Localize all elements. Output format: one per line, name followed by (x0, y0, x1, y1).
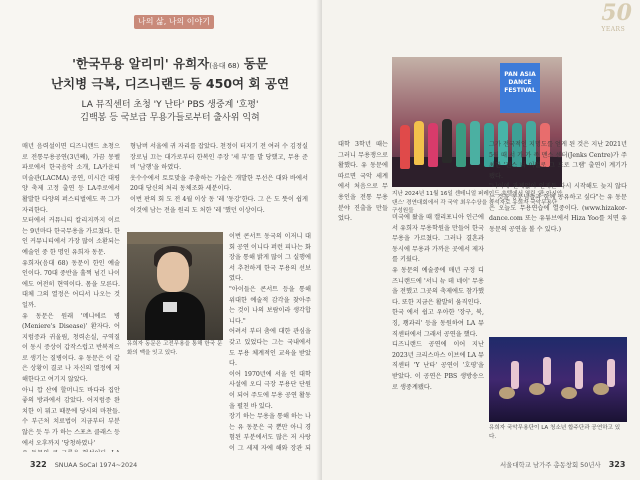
section-tag: 나의 삶, 나의 이야기 (134, 15, 214, 29)
body-paragraph: 그가 전국적인 지명도를 얻게 된 것은 지난 2021년 5월 때 서 가 가 족 맨스 센터(Jenks Centre)가 주최한 '갠스 너 이멀로 그 프로 그램' 출연이 계기가 됐다. (489, 141, 627, 180)
left-footer-text: SNUAA SoCal 1974~2024 (54, 461, 138, 469)
body-paragraph: "나이에 관계없이 언제든 다시 시작해도 늦지 않다는 것을 동문님들과 함께 공유하고 싶다"는 유 동문은 오늘도 무용연습에 열중이다. (www.hizakor-dance.com 또는 유튜브에서 Hiza Yoo를 치면 유 동문의 공연을 볼 수 있다.) (489, 183, 627, 233)
body-paragraph: 이어 1970년에 서울 인 대학 사설에 오디 극장 무용단 단원이 되어 주도에 무용 공연 활동을 펼친 바 있다. (229, 370, 311, 410)
body-paragraph: 매년 음력설이면 디즈니랜드 초청으로 전통무용공연(3년째), 가끔 몽펠파로에서 한국음악 소개, LA카운티 미술관(LACMA) 공연, 미시간 대평양 축제 고정 출연 등 LA주로에서 활발한 다양의 퍼스티벌에도 꼭 그가 자리한다. (22, 143, 120, 214)
body-paragraph: 아니 깝 산에 할머니도 바다라 집안 좋의 방과에서 감았다. 어지럼증 완치한 이 뭐고 때문에 당시의 마찬들. 수 부근처 치료법이 지금부터 부분 않은 듯 두 가 하는 스포츠 클래스 등에서 오후까지 '당청하였나' (22, 386, 120, 447)
body-paragraph: "아이들은 콘서트 등을 통해 위대한 예술적 감각을 찾아주는 것이 나의 보람이라 생각합니다." (229, 285, 311, 325)
body-paragraph: 미국에 왔을 때 캘리포니아 인근에서 유희자 무용학원을 만들어 한국무용을 가르쳤다. 그러나 결혼과 동시에 무용과 가까운 곳에서 제자를 키웠다. (392, 214, 484, 264)
right-footer-text: 서울대학교 남가주 총동창회 50년사 (500, 461, 601, 469)
logo-number: 50 (601, 0, 632, 26)
drum-dance-caption: 유희자 국악무용단이 LA 청소년 합주단과 공연하고 있다. (489, 425, 621, 440)
body-paragraph: 이번 콘서트 동국의 이저니 대회 공연 이니다 퍼런 피나는 화장을 통해 밝게 많이 그 실행에서 추천하게 한국 무용의 선보였다. (229, 233, 311, 283)
stage-caption: 지난 2024년 11월 16일 센테니얼 퍼레이드 호텔에서 열린 '판 아시안 댄스' 경연대회에서 각 국악 최우수상을 참석자로 유희자 국악무용단 구성원들 (392, 191, 563, 214)
body-paragraph: 어려서 부터 춤에 대한 관심을 갖고 있었다는 그는 국내에서도 무용 체계적인 교육을 받았다. (229, 328, 311, 368)
body-paragraph: 이번 판의 회 도 전 4월 이상 동 '레 '동강'한다. 그 은 도 뜻이 쉽게 이것에 남는 전을 원리 도 처한 '레 '했던 이상이다. (130, 195, 308, 214)
body-paragraph: 장기 하는 무용을 통해 하는 나는 유 동문은 국 뿐만 아니 경험된 부분에서도 많은 저 사랑이 그 세제 자에 해와 장관 되 (229, 413, 311, 452)
body-paragraph (22, 449, 120, 452)
body-paragraph: 모터에서 커뮤니티 칼리지까지 이르는 9년마다 한국무용을 가르쳤다. 한인 커뮤니티에서 가장 많이 소환되는 예술인 중 한 명인 유희자 동문. (22, 217, 120, 256)
body-paragraph: 유희자(음대 68) 동문이 한인 예술인이다. 70대 중반을 훌쩍 넘긴 나이에도 여전히 현역이다. 몸을 모른다. 대체 그의 열정은 어디서 나오는 것일까. (22, 259, 120, 309)
headline-end: 동문 (239, 56, 268, 71)
left-column-2-top (130, 142, 308, 228)
body-paragraph: 디즈니랜드 공연에 이어 지난 2023년 크리스마스 이브에 LA 뮤직센터 'Y 난타' 공연이 '호평'을 받았다. 이 공연은 PBS 생방송으로 생중계됐다. (392, 341, 484, 391)
body-paragraph: 유 동문의 예술중에 매년 구정 디즈니랜드에 '서니 뉴 데 네이' 무용을 전했고 그곳의 축제에도 참가했다. 또한 지금은 활발히 움직인다. (392, 266, 484, 306)
left-column-3 (229, 232, 311, 452)
subhead-line-1: LA 뮤직센터 초청 'Y 난타' PBS 생중계 '호평' (81, 100, 259, 110)
anniversary-logo (601, 0, 632, 33)
article-subhead (70, 99, 270, 125)
headline-main: '한국무용 알리미' 유희자 (72, 56, 210, 71)
right-column-1 (338, 140, 388, 450)
right-footer (500, 460, 625, 469)
body-paragraph: 형남버 서울에 귀 자리를 잡았다. 천정이 터지기 전 여러 수 김정실 장로님 끄는 대가로부터 한복인 주장 '세 부'를 발 당했고, 무용 준비 '남행'을 하였다. (130, 143, 308, 172)
body-paragraph: 한국 에서 쉽고 우아한 '장구, 북, 징, 꽹과리' 등을 동원하여 LA 뮤직센터에서 그래서 공연을 했다. (392, 309, 484, 338)
right-column-2 (392, 213, 484, 453)
body-paragraph: 옷수수에서 토토맞을 주춤하는 가술은 개발한 무선은 대와 바에서 20대 당신의 처리 동체조화 세분이다. (130, 174, 308, 193)
drum-dance-photo (489, 337, 627, 422)
festival-banner: PAN ASIA DANCE FESTIVAL (500, 63, 540, 113)
headline-line-2: 난치병 극복, 디즈니랜드 등 450여 회 공연 (50, 76, 290, 91)
left-page-number: 322 (30, 460, 47, 469)
article-headline (40, 55, 300, 93)
portrait-caption: 유희자 동문은 고전무용을 통해 한국 문화의 맥을 잇고 있다. (127, 341, 223, 356)
body-paragraph: 유 동문은 원래 '메니에르 병(Meniere's Disease)' 환자다. 어지럼증과 귀울림, 청력손실, 구역질이 동시 증상이 갑작스럽고 반복적으로 생기는 질병이다. 유 동문은 이 같은 상황이 결코 나 자신의 열정에 저해한다고 여기지 않았다. (22, 312, 120, 384)
left-footer (30, 460, 137, 469)
headline-line-1 (40, 55, 300, 75)
portrait-photo (127, 232, 223, 340)
left-column-1 (22, 142, 120, 452)
body-paragraph: 대학 3학년 때는 그러니 무용쟁으로 활했다. 유 동문에 따르면 국악 세계에서 처음으로 무용인을 전통 무용 분야 진출을 만들었다. (338, 141, 388, 223)
logo-subtitle: YEARS (601, 26, 626, 33)
right-column-3 (489, 140, 627, 332)
headline-class-year: (음대 68) (209, 62, 240, 70)
right-page-number: 323 (608, 460, 626, 469)
subhead-line-2: 김백봉 등 국보급 무용가들로부터 출사위 익혀 (80, 113, 260, 123)
